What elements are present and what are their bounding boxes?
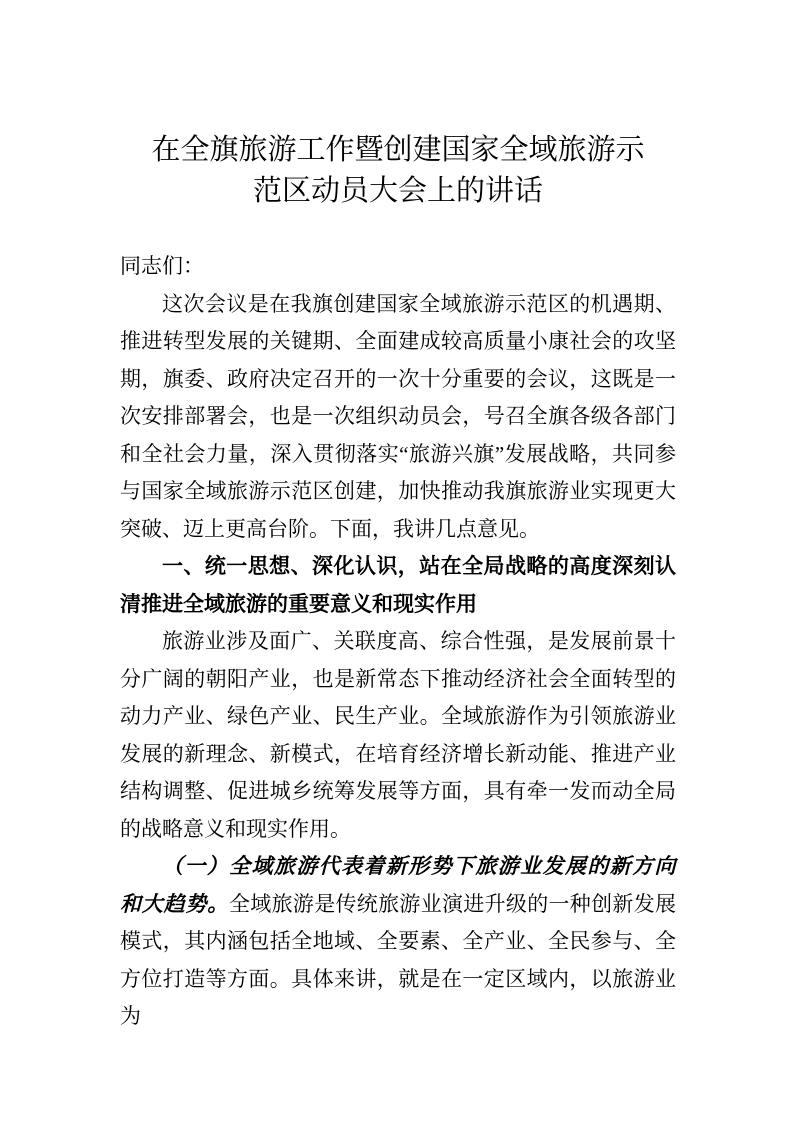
subsection-1-text: 全域旅游是传统旅游业演进升级的一种创新发展模式，其内涵包括全地域、全要素、全产业、全民参与、全方位打造等方面。具体来讲，就是在一定区域内，以旅游业为: [120, 891, 676, 1028]
subsection-1-paragraph: [120, 848, 676, 1036]
document-title: 在全旗旅游工作暨创建国家全域旅游示范区动员大会上的讲话: [151, 134, 645, 207]
salutation: 同志们：: [120, 254, 204, 278]
section-1-heading: 一、统一思想、深化认识，站在全局战略的高度深刻认清推进全域旅游的重要意义和现实作用: [120, 555, 676, 616]
section-1-intro-paragraph: 旅游业涉及面广、关联度高、综合性强，是发展前景十分广阔的朝阳产业，也是新常态下推动经济社会全面转型的动力产业、绿色产业、民生产业。全域旅游作为引领旅游业发展的新理念、新模式，在培育经济增长新动能、推进产业结构调整、促进城乡统筹发展等方面，具有牵一发而动全局的战略意义和现实作用。: [120, 629, 676, 841]
opening-paragraph: 这次会议是在我旗创建国家全域旅游示范区的机遇期、推进转型发展的关键期、全面建成较高质量小康社会的攻坚期，旗委、政府决定召开的一次十分重要的会议，这既是一次安排部署会，也是一次组织动员会，号召全旗各级各部门和全社会力量，深入贯彻落实“旅游兴旗”发展战略，共同参与国家全域旅游示范区创建，加快推动我旗旅游业实现更大突破、迈上更高台阶。下面，我讲几点意见。: [120, 291, 676, 541]
subsection-1-lead: （一）全域旅游代表着新形势下旅游业发展的新方向和大趋势。: [120, 854, 676, 916]
